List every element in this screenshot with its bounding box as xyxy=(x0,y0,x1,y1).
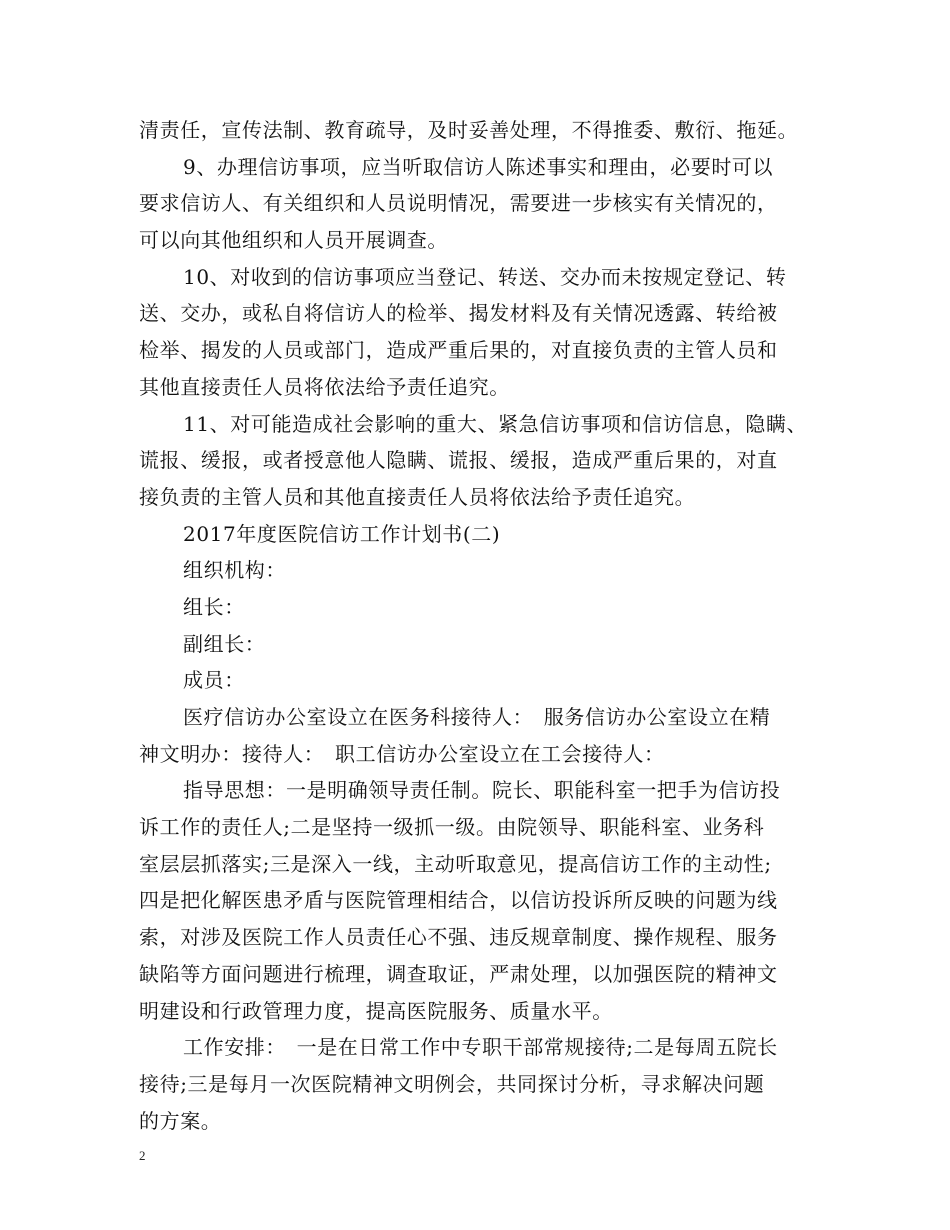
text-line: 工作安排： 一是在日常工作中专职干部常规接待;二是每周五院长 xyxy=(183,1035,778,1060)
text-line: 其他直接责任人员将依法给予责任追究。 xyxy=(139,374,510,399)
text-line: 诉工作的责任人;二是坚持一级抓一级。由院领导、职能科室、业务科 xyxy=(139,815,765,840)
text-line: 2017年度医院信访工作计划书(二) xyxy=(183,521,501,546)
text-line: 成员： xyxy=(183,668,245,693)
text-line: 检举、揭发的人员或部门，造成严重后果的，对直接负责的主管人员和 xyxy=(139,338,778,363)
text-line: 神文明办：接待人： 职工信访办公室设立在工会接待人： xyxy=(139,741,665,766)
text-line: 指导思想：一是明确领导责任制。院长、职能科室一把手为信访投 xyxy=(183,778,781,803)
text-line: 组织机构： xyxy=(183,558,286,583)
page-number: 2 xyxy=(139,1148,146,1163)
text-line: 9、办理信访事项，应当听取信访人陈述事实和理由，必要时可以 xyxy=(183,154,774,179)
text-line: 清责任，宣传法制、教育疏导，及时妥善处理，不得推委、敷衍、拖延。 xyxy=(139,118,799,142)
text-line: 11、对可能造成社会影响的重大、紧急信访事项和信访信息，隐瞒、 xyxy=(183,411,808,436)
text-line: 缺陷等方面问题进行梳理，调查取证，严肃处理，以加强医院的精神文 xyxy=(139,961,778,986)
text-line: 接负责的主管人员和其他直接责任人员将依法给予责任追究。 xyxy=(139,484,696,509)
text-line: 谎报、缓报，或者授意他人隐瞒、谎报、缓报，造成严重后果的，对直 xyxy=(139,448,778,473)
text-line: 接待;三是每月一次医院精神文明例会，共同探讨分析，寻求解决问题 xyxy=(139,1071,765,1096)
text-line: 索，对涉及医院工作人员责任心不强、违反规章制度、操作规程、服务 xyxy=(139,925,778,950)
text-line: 10、对收到的信访事项应当登记、转送、交办而未按规定登记、转 xyxy=(183,264,787,289)
text-line: 要求信访人、有关组织和人员说明情况，需要进一步核实有关情况的， xyxy=(139,191,778,216)
document-body xyxy=(139,112,819,1139)
text-line: 组长： xyxy=(183,594,245,619)
text-line: 的方案。 xyxy=(139,1108,222,1133)
text-line: 室层层抓落实;三是深入一线，主动听取意见，提高信访工作的主动性; xyxy=(139,851,772,876)
text-line: 医疗信访办公室设立在医务科接待人： 服务信访办公室设立在精 xyxy=(183,705,771,729)
text-line: 可以向其他组织和人员开展调查。 xyxy=(139,228,448,253)
text-line: 明建设和行政管理力度，提高医院服务、质量水平。 xyxy=(139,998,613,1023)
text-line: 副组长： xyxy=(183,631,266,656)
text-line: 送、交办，或私自将信访人的检举、揭发材料及有关情况透露、转给被 xyxy=(139,301,778,326)
text-line: 四是把化解医患矛盾与医院管理相结合，以信访投诉所反映的问题为线 xyxy=(139,888,778,913)
